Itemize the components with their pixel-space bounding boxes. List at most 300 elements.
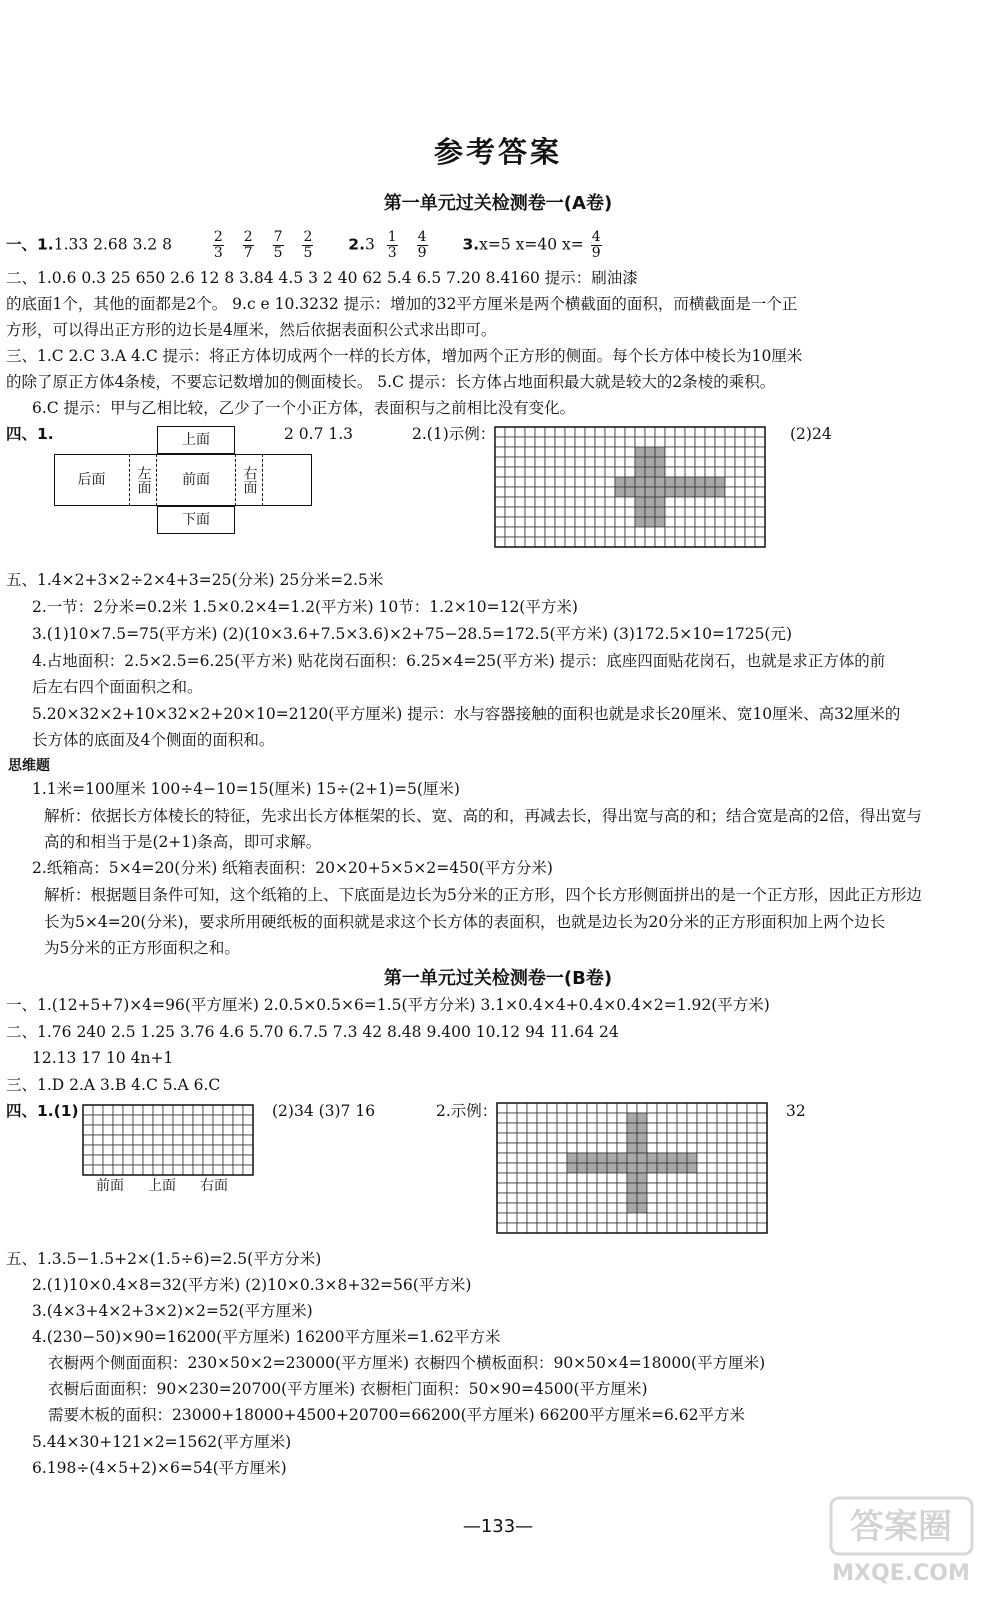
answer-line: 12.13 17 10 4n+1 [32, 1049, 174, 1067]
grid-cell [697, 1143, 707, 1153]
grid-cell [133, 1125, 143, 1135]
grid-cell [675, 537, 685, 547]
grid-cell [725, 517, 735, 527]
grid-cell [577, 1143, 587, 1153]
grid-cell [577, 1123, 587, 1133]
grid-cell [687, 1203, 697, 1213]
grid-cell [587, 1133, 597, 1143]
grid-cell [505, 507, 515, 517]
grid-cell [687, 1193, 697, 1203]
grid-cell [625, 447, 635, 457]
answer-line: 为5分米的正方形面积之和。 [44, 939, 240, 957]
grid-cell [737, 1123, 747, 1133]
grid-cell [505, 437, 515, 447]
grid-cell [595, 427, 605, 437]
grid-cell [495, 467, 505, 477]
grid-cell [555, 507, 565, 517]
grid-cell [725, 537, 735, 547]
shaded-cell [635, 507, 645, 517]
grid-cell [725, 457, 735, 467]
grid-cell [243, 1155, 253, 1165]
shaded-cell [645, 447, 655, 457]
grid-cell [93, 1115, 103, 1125]
grid-cell [535, 477, 545, 487]
grid-cell [725, 487, 735, 497]
shaded-cell [637, 1123, 647, 1133]
answer-line: 2.纸箱高：5×4=20(分米) 纸箱表面积：20×20+5×5×2=450(平方分米) [32, 859, 553, 877]
grid-cell [677, 1213, 687, 1223]
grid-cell [597, 1183, 607, 1193]
grid-cell [517, 1103, 527, 1113]
grid-cell [647, 1183, 657, 1193]
grid-cell [615, 427, 625, 437]
grid-cell [575, 437, 585, 447]
shaded-cell [677, 1153, 687, 1163]
grid-cell [745, 437, 755, 447]
grid-cell [143, 1135, 153, 1145]
grid-cell [133, 1145, 143, 1155]
grid-cell [715, 507, 725, 517]
grid-cell [757, 1203, 767, 1213]
grid-cell [687, 1123, 697, 1133]
grid-cell [745, 447, 755, 457]
grid-cell [223, 1135, 233, 1145]
grid-cell [183, 1125, 193, 1135]
grid-cell [547, 1183, 557, 1193]
grid-cell [557, 1103, 567, 1113]
grid-cell [687, 1183, 697, 1193]
grid-cell [647, 1143, 657, 1153]
grid-cell [507, 1213, 517, 1223]
grid-cell [637, 1223, 647, 1233]
grid-cell [685, 447, 695, 457]
grid-cell [123, 1125, 133, 1135]
grid-cell [647, 1133, 657, 1143]
grid-cell [173, 1125, 183, 1135]
grid-cell [535, 527, 545, 537]
grid-cell [575, 537, 585, 547]
grid-cell [647, 1223, 657, 1233]
grid-cell [737, 1213, 747, 1223]
grid-cell [717, 1133, 727, 1143]
net-back: 后面 [77, 471, 106, 488]
views-grid-b [82, 1104, 262, 1176]
grid-cell [497, 1163, 507, 1173]
fraction: $\frac{2}{3}$ [213, 229, 223, 261]
grid-cell [757, 1153, 767, 1163]
grid-cell [575, 447, 585, 457]
grid-cell [585, 467, 595, 477]
answer-line: 3.(1)10×7.5=75(平方米) (2)(10×3.6+7.5×3.6)×2+75−28.5=172.5(平方米) (3)172.5×10=1725(元) [32, 625, 793, 643]
grid-cell [607, 1193, 617, 1203]
grid-cell [697, 1223, 707, 1233]
net-bottom: 下面 [157, 506, 235, 534]
grid-cell [697, 1103, 707, 1113]
shaded-cell [637, 1203, 647, 1213]
grid-cell [615, 537, 625, 547]
answer-b-part4-q2b: 32 [786, 1102, 806, 1120]
grid-cell [213, 1125, 223, 1135]
answer-line: 衣橱后面面积：90×230=20700(平方厘米) 衣橱柜门面积：50×90=4500(平方厘米) [48, 1380, 648, 1398]
shaded-cell [685, 477, 695, 487]
grid-cell [597, 1193, 607, 1203]
net-left: 左面 [129, 454, 157, 506]
grid-cell [567, 1123, 577, 1133]
grid-cell [695, 447, 705, 457]
grid-cell [595, 537, 605, 547]
grid-cell [505, 527, 515, 537]
grid-cell [605, 447, 615, 457]
shaded-cell [645, 467, 655, 477]
answer-line: 五、1.3.5−1.5+2×(1.5÷6)=2.5(平方分米) [6, 1250, 322, 1268]
shaded-cell [635, 477, 645, 487]
shaded-cell [627, 1133, 637, 1143]
grid-cell [515, 427, 525, 437]
shaded-cell [637, 1143, 647, 1153]
grid-cell [525, 517, 535, 527]
grid-cell [93, 1135, 103, 1145]
grid-cell [745, 467, 755, 477]
grid-cell [617, 1183, 627, 1193]
grid-cell [537, 1213, 547, 1223]
grid-cell [717, 1183, 727, 1193]
grid-cell [555, 477, 565, 487]
grid-cell [565, 427, 575, 437]
grid-cell [735, 467, 745, 477]
grid-cell [537, 1163, 547, 1173]
grid-cell [747, 1133, 757, 1143]
grid-cell [537, 1103, 547, 1113]
grid-cell [697, 1173, 707, 1183]
grid-cell [555, 517, 565, 527]
grid-cell [557, 1203, 567, 1213]
grid-cell [545, 427, 555, 437]
grid-cell [83, 1165, 93, 1175]
section-title-a: 第一单元过关检测卷一(A卷) [383, 193, 613, 214]
shaded-cell [655, 457, 665, 467]
grid-cell [517, 1203, 527, 1213]
grid-cell [555, 537, 565, 547]
grid-cell [605, 507, 615, 517]
grid-cell [745, 517, 755, 527]
grid-cell [625, 437, 635, 447]
grid-cell [575, 467, 585, 477]
grid-cell [737, 1103, 747, 1113]
grid-cell [83, 1125, 93, 1135]
grid-cell [113, 1165, 123, 1175]
answer-line: 3.(4×3+4×2+3×2)×2=52(平方厘米) [32, 1302, 313, 1320]
shaded-cell [627, 1153, 637, 1163]
grid-cell [123, 1165, 133, 1175]
grid-cell [547, 1133, 557, 1143]
grid-cell [677, 1223, 687, 1233]
grid-cell [153, 1135, 163, 1145]
grid-cell [557, 1183, 567, 1193]
grid-cell [557, 1193, 567, 1203]
grid-cell [755, 477, 765, 487]
grid-cell [567, 1173, 577, 1183]
grid-cell [565, 487, 575, 497]
grid-cell [525, 427, 535, 437]
grid-cell [143, 1115, 153, 1125]
grid-cell [587, 1123, 597, 1133]
grid-cell [575, 517, 585, 527]
grid-cell [507, 1113, 517, 1123]
grid-cell [223, 1115, 233, 1125]
page-number: —133— [462, 1516, 534, 1537]
grid-cell [517, 1133, 527, 1143]
answer-line: 三、1.C 2.C 3.A 4.C 提示：将正方体切成两个一样的长方体，增加两个正方形的侧面。每个长方体中棱长为10厘米 [6, 347, 803, 365]
grid-cell [617, 1133, 627, 1143]
grid-cell [725, 437, 735, 447]
grid-cell [143, 1155, 153, 1165]
grid-cell [635, 527, 645, 537]
grid-cell [517, 1113, 527, 1123]
grid-cell [183, 1115, 193, 1125]
grid-cell [745, 487, 755, 497]
grid-cell [697, 1153, 707, 1163]
grid-cell [737, 1143, 747, 1153]
grid-cell [687, 1103, 697, 1113]
grid-cell [545, 497, 555, 507]
grid-cell [93, 1125, 103, 1135]
shaded-cell [715, 477, 725, 487]
grid-cell [547, 1163, 557, 1173]
grid-cell [657, 1113, 667, 1123]
grid-cell [507, 1123, 517, 1133]
grid-cell [647, 1203, 657, 1213]
grid-cell [495, 487, 505, 497]
shaded-cell [667, 1153, 677, 1163]
answer-line: 需要木板的面积：23000+18000+4500+20700=66200(平方厘米) 66200平方厘米=6.62平方米 [48, 1406, 745, 1424]
grid-cell [675, 507, 685, 517]
grid-cell [545, 467, 555, 477]
grid-cell [535, 447, 545, 457]
grid-cell [755, 517, 765, 527]
grid-cell [223, 1165, 233, 1175]
shaded-cell [705, 487, 715, 497]
grid-cell [747, 1223, 757, 1233]
grid-cell [203, 1115, 213, 1125]
grid-cell [537, 1133, 547, 1143]
grid-cell [607, 1123, 617, 1133]
grid-cell [735, 497, 745, 507]
grid-cell [757, 1173, 767, 1183]
grid-cell [707, 1193, 717, 1203]
shaded-cell [567, 1163, 577, 1173]
grid-cell [497, 1203, 507, 1213]
grid-cell [737, 1153, 747, 1163]
grid-cell [715, 437, 725, 447]
shaded-cell [685, 487, 695, 497]
grid-cell [193, 1145, 203, 1155]
grid-cell [665, 457, 675, 467]
grid-cell [505, 427, 515, 437]
grid-cell [557, 1133, 567, 1143]
grid-cell [83, 1115, 93, 1125]
grid-cell [715, 427, 725, 437]
grid-cell [745, 507, 755, 517]
grid-cell [725, 527, 735, 537]
grid-cell [497, 1193, 507, 1203]
grid-cell [535, 457, 545, 467]
grid-svg [496, 1102, 774, 1234]
grid-cell [657, 1123, 667, 1133]
answer-a-part4-q2b: (2)24 [790, 425, 832, 443]
grid-cell [605, 477, 615, 487]
grid-cell [233, 1115, 243, 1125]
grid-cell [555, 467, 565, 477]
grid-cell [707, 1183, 717, 1193]
grid-cell [617, 1143, 627, 1153]
grid-cell [735, 457, 745, 467]
grid-cell [163, 1115, 173, 1125]
grid-cell [647, 1213, 657, 1223]
grid-cell [547, 1123, 557, 1133]
grid-cell [737, 1223, 747, 1233]
grid-cell [655, 537, 665, 547]
grid-cell [545, 507, 555, 517]
grid-cell [735, 447, 745, 457]
label: 一、 [6, 235, 38, 254]
grid-cell [665, 537, 675, 547]
grid-cell [725, 467, 735, 477]
grid-cell [697, 1183, 707, 1193]
grid-cell [595, 467, 605, 477]
shaded-cell [645, 507, 655, 517]
shaded-cell [637, 1153, 647, 1163]
grid-cell [717, 1123, 727, 1133]
grid-cell [515, 497, 525, 507]
grid-cell [223, 1155, 233, 1165]
grid-cell [525, 437, 535, 447]
grid-cell [585, 527, 595, 537]
grid-cell [555, 487, 565, 497]
grid-cell [707, 1113, 717, 1123]
grid-cell [517, 1183, 527, 1193]
answer-line: 2.一节：2分米=0.2米 1.5×0.2×4=1.2(平方米) 10节：1.2×10=12(平方米) [32, 598, 578, 616]
grid-cell [193, 1125, 203, 1135]
grid-cell [657, 1173, 667, 1183]
grid-cell [677, 1103, 687, 1113]
grid-cell [527, 1143, 537, 1153]
grid-cell [707, 1133, 717, 1143]
grid-cell [747, 1203, 757, 1213]
grid-figure-a [494, 426, 766, 550]
shaded-cell [635, 487, 645, 497]
grid-cell [103, 1135, 113, 1145]
grid-cell [725, 477, 735, 487]
grid-cell [525, 457, 535, 467]
grid-cell [505, 517, 515, 527]
grid-cell [557, 1213, 567, 1223]
grid-cell [625, 497, 635, 507]
grid-cell [577, 1193, 587, 1203]
grid-cell [183, 1155, 193, 1165]
shaded-cell [625, 487, 635, 497]
grid-cell [567, 1223, 577, 1233]
grid-cell [715, 527, 725, 537]
shaded-cell [695, 477, 705, 487]
grid-cell [747, 1153, 757, 1163]
shaded-cell [637, 1173, 647, 1183]
shaded-cell [655, 487, 665, 497]
grid-cell [163, 1125, 173, 1135]
grid-cell [735, 427, 745, 437]
shaded-cell [637, 1163, 647, 1173]
view-label-top: 上面 [148, 1178, 176, 1194]
grid-cell [725, 497, 735, 507]
grid-cell [233, 1135, 243, 1145]
grid-cell [547, 1173, 557, 1183]
grid-cell [727, 1153, 737, 1163]
grid-cell [223, 1105, 233, 1115]
grid-cell [505, 487, 515, 497]
grid-cell [557, 1223, 567, 1233]
fraction: $\frac{2}{7}$ [243, 229, 253, 261]
answer-b-part4-q2: 2.示例： [436, 1102, 498, 1120]
answer-a-part4-label: 四、1. [6, 425, 54, 443]
grid-cell [537, 1223, 547, 1233]
grid-cell [143, 1125, 153, 1135]
shaded-cell [627, 1193, 637, 1203]
grid-cell [607, 1183, 617, 1193]
grid-cell [517, 1163, 527, 1173]
grid-cell [625, 457, 635, 467]
grid-cell [615, 467, 625, 477]
grid-cell [695, 457, 705, 467]
answer-line: 一、1.(12+5+7)×4=96(平方厘米) 2.0.5×0.5×6=1.5(平方分米) 3.1×0.4×4+0.4×0.4×2=1.92(平方米) [6, 996, 770, 1014]
grid-cell [537, 1193, 547, 1203]
grid-cell [507, 1133, 517, 1143]
answer-text: x=5 x=40 x= [479, 235, 584, 254]
grid-cell [665, 467, 675, 477]
grid-cell [183, 1135, 193, 1145]
grid-cell [243, 1145, 253, 1155]
grid-cell [757, 1193, 767, 1203]
grid-cell [497, 1133, 507, 1143]
shaded-cell [627, 1203, 637, 1213]
grid-cell [697, 1163, 707, 1173]
grid-cell [83, 1145, 93, 1155]
grid-cell [575, 527, 585, 537]
grid-cell [577, 1103, 587, 1113]
grid-cell [153, 1145, 163, 1155]
grid-cell [113, 1115, 123, 1125]
answer-a-part1 [6, 230, 609, 261]
grid-cell [567, 1193, 577, 1203]
grid-cell [587, 1223, 597, 1233]
grid-cell [537, 1183, 547, 1193]
grid-cell [173, 1145, 183, 1155]
grid-cell [645, 427, 655, 437]
grid-cell [737, 1133, 747, 1143]
grid-cell [727, 1133, 737, 1143]
grid-cell [525, 467, 535, 477]
grid-cell [567, 1213, 577, 1223]
grid-cell [717, 1193, 727, 1203]
shaded-cell [645, 457, 655, 467]
grid-cell [515, 457, 525, 467]
grid-cell [517, 1143, 527, 1153]
grid-cell [615, 527, 625, 537]
grid-cell [497, 1183, 507, 1193]
answer-line: 的底面1个，其他的面都是2个。 9.c e 10.3232 提示：增加的32平方厘米是两个横截面的面积，而横截面是一个正 [6, 295, 798, 313]
answer-b-part4-q1b: (2)34 (3)7 16 [272, 1102, 376, 1120]
grid-cell [717, 1203, 727, 1213]
shaded-cell [665, 487, 675, 497]
grid-cell [193, 1115, 203, 1125]
